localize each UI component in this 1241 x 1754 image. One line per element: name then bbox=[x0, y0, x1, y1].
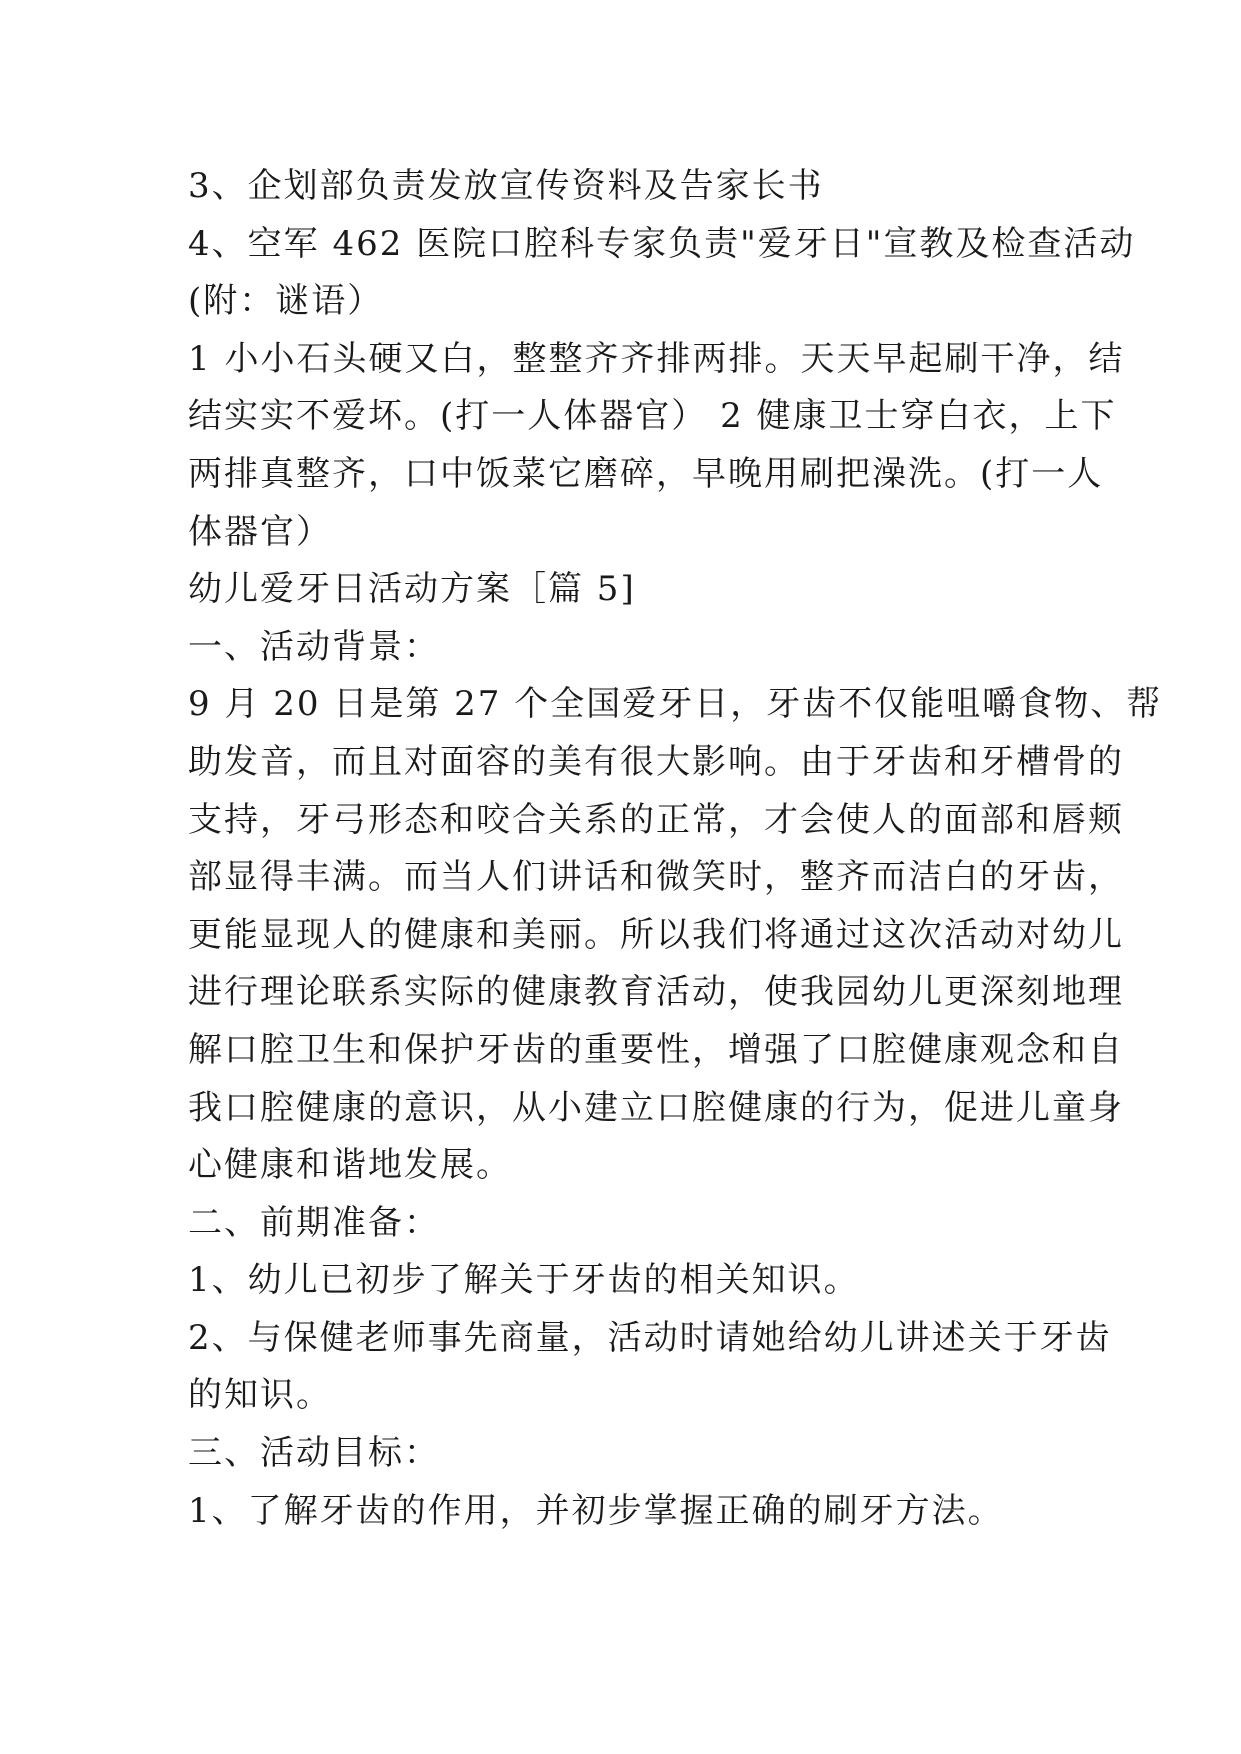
text-line: 更能显现人的健康和美丽。所以我们将通过这次活动对幼儿 bbox=[188, 914, 1124, 955]
text-line: 的知识。 bbox=[188, 1375, 332, 1416]
text-line: 进行理论联系实际的健康教育活动，使我园幼儿更深刻地理 bbox=[188, 972, 1124, 1013]
text-line: 2、与保健老师事先商量，活动时请她给幼儿讲述关于牙齿 bbox=[188, 1317, 1112, 1358]
text-line: 体器官） bbox=[188, 511, 332, 552]
text-line: 1、幼儿已初步了解关于牙齿的相关知识。 bbox=[188, 1260, 860, 1301]
text-line: 两排真整齐，口中饭菜它磨碎，早晚用刷把澡洗。(打一人 bbox=[188, 453, 1104, 494]
subsection-heading: 二、前期准备： bbox=[188, 1202, 440, 1243]
text-line: 解口腔卫生和保护牙齿的重要性，增强了口腔健康观念和自 bbox=[188, 1029, 1124, 1070]
text-line: 助发音，而且对面容的美有很大影响。由于牙齿和牙槽骨的 bbox=[188, 741, 1124, 782]
text-line: 4、空军 462 医院口腔科专家负责"爱牙日"宣教及检查活动 bbox=[188, 223, 1136, 264]
document-body bbox=[188, 158, 1163, 1540]
text-line: 我口腔健康的意识，从小建立口腔健康的行为，促进儿童身 bbox=[188, 1087, 1124, 1128]
text-line: 1 小小石头硬又白，整整齐齐排两排。天天早起刷干净，结 bbox=[188, 338, 1125, 379]
text-line: 3、企划部负责发放宣传资料及告家长书 bbox=[188, 166, 824, 206]
subsection-heading: 一、活动背景： bbox=[188, 626, 440, 667]
section-heading: 幼儿爱牙日活动方案［篇 5] bbox=[188, 569, 636, 610]
text-line: 支持，牙弓形态和咬合关系的正常，才会使人的面部和唇颊 bbox=[188, 799, 1124, 840]
text-line: 9 月 20 日是第 27 个全国爱牙日，牙齿不仅能咀嚼食物、帮 bbox=[188, 684, 1163, 725]
text-line: (附：谜语） bbox=[188, 281, 384, 322]
text-line: 部显得丰满。而当人们讲话和微笑时，整齐而洁白的牙齿， bbox=[188, 857, 1124, 898]
text-line: 1、了解牙齿的作用，并初步掌握正确的刷牙方法。 bbox=[188, 1490, 1004, 1531]
text-line: 结实实不爱坏。(打一人体器官） 2 健康卫士穿白衣，上下 bbox=[188, 396, 1117, 437]
text-line: 心健康和谐地发展。 bbox=[188, 1145, 512, 1186]
subsection-heading: 三、活动目标： bbox=[188, 1433, 440, 1474]
